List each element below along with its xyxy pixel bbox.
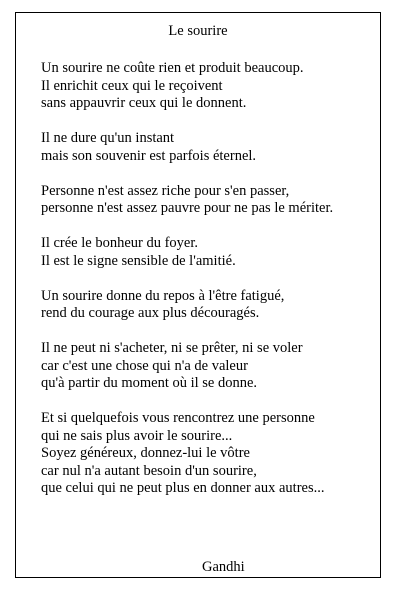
poem-line: Un sourire ne coûte rien et produit beaucoup.	[41, 60, 304, 76]
poem-line: car nul n'a autant besoin d'un sourire,	[41, 462, 257, 479]
poem-author: Gandhi	[202, 559, 245, 575]
stanza-2	[41, 130, 374, 165]
poem-line: Il enrichit ceux qui le reçoivent	[41, 77, 223, 94]
poem-line: Il ne peut ni s'acheter, ni se prêter, ni se voler	[41, 340, 303, 356]
poem-line: car c'est une chose qui n'a de valeur	[41, 357, 248, 374]
poem-body	[41, 60, 374, 515]
poem-line: Un sourire donne du repos à l'être fatigué,	[41, 287, 285, 304]
poem-line: qui ne sais plus avoir le sourire...	[41, 427, 233, 444]
poem-line: Il crée le bonheur du foyer.	[41, 235, 199, 251]
poem-line: qu'à partir du moment où il se donne.	[41, 375, 258, 391]
stanza-5	[41, 288, 374, 323]
poem-line: Il ne dure qu'un instant	[41, 130, 175, 146]
stanza-3	[41, 183, 374, 218]
poem-line: Il est le signe sensible de l'amitié.	[41, 252, 236, 269]
poem-line: mais son souvenir est parfois éternel.	[41, 147, 257, 164]
stanza-6	[41, 340, 374, 393]
poem-line: que celui qui ne peut plus en donner aux autres...	[41, 480, 325, 496]
poem-line: Et si quelquefois vous rencontrez une personne	[41, 410, 315, 426]
stanza-1	[41, 60, 374, 113]
stanza-4	[41, 235, 374, 270]
poem-frame	[15, 12, 381, 578]
poem-line: Soyez généreux, donnez-lui le vôtre	[41, 445, 250, 461]
poem-line: Personne n'est assez riche pour s'en passer,	[41, 182, 290, 199]
poem-line: sans appauvrir ceux qui le donnent.	[41, 95, 247, 111]
poem-title: Le sourire	[168, 23, 228, 39]
stanza-7	[41, 410, 374, 498]
poem-line: rend du courage aux plus découragés.	[41, 305, 260, 321]
poem-line: personne n'est assez pauvre pour ne pas le mériter.	[41, 200, 334, 216]
